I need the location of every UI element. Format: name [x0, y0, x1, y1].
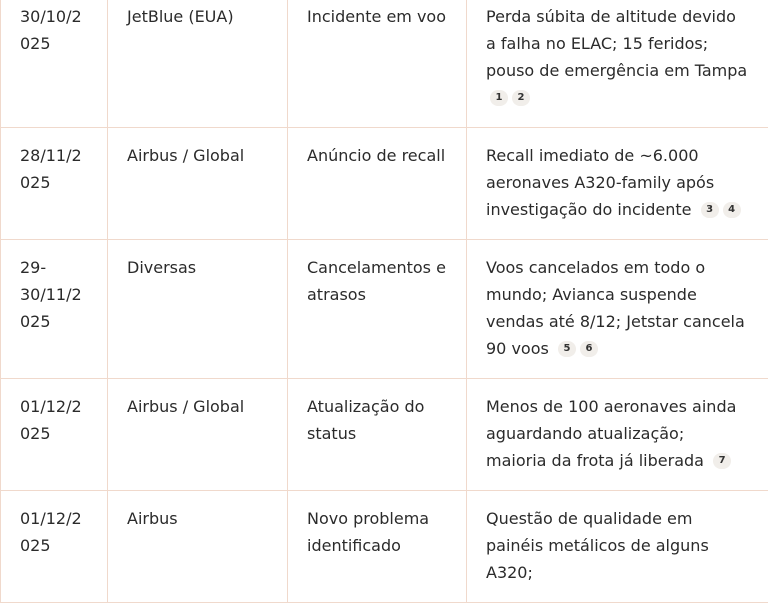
entity-cell: Diversas: [108, 240, 288, 379]
table-row: [1, 0, 768, 128]
table-row: [1, 491, 768, 603]
description-text: Perda súbita de altitude devido a falha no ELAC; 15 feridos; pouso de emergência em Tampa: [486, 7, 747, 80]
citation-badge[interactable]: 1: [490, 90, 508, 106]
entity-cell: JetBlue (EUA): [108, 0, 288, 128]
table-row: [1, 379, 768, 491]
event-cell: Anúncio de recall: [288, 128, 467, 240]
date-cell: 01/12/2025: [1, 491, 108, 603]
description-cell: [467, 240, 768, 379]
description-text: Menos de 100 aeronaves ainda aguardando atualização; maioria da frota já liberada: [486, 397, 736, 470]
event-cell: Novo problema identificado: [288, 491, 467, 603]
citation-badge[interactable]: 4: [723, 202, 741, 218]
entity-cell: Airbus / Global: [108, 128, 288, 240]
description-cell: [467, 128, 768, 240]
table-row: [1, 128, 768, 240]
event-cell: Incidente em voo: [288, 0, 467, 128]
description-text: Voos cancelados em todo o mundo; Avianca suspende vendas até 8/12; Jetstar cancela 90 voos: [486, 258, 745, 358]
citation-badge[interactable]: 3: [701, 202, 719, 218]
description-cell: [467, 491, 768, 603]
citation-badge[interactable]: 6: [580, 341, 598, 357]
description-cell: [467, 0, 768, 128]
description-text: Recall imediato de ~6.000 aeronaves A320-family após investigação do incidente: [486, 146, 714, 219]
table-row: [1, 240, 768, 379]
date-cell: 30/10/2025: [1, 0, 108, 128]
date-cell: 01/12/2025: [1, 379, 108, 491]
event-cell: Atualização do status: [288, 379, 467, 491]
description-cell: [467, 379, 768, 491]
event-cell: Cancelamentos e atrasos: [288, 240, 467, 379]
entity-cell: Airbus: [108, 491, 288, 603]
entity-cell: Airbus / Global: [108, 379, 288, 491]
date-cell: 28/11/2025: [1, 128, 108, 240]
citation-badge[interactable]: 2: [512, 90, 530, 106]
citation-badge[interactable]: 5: [558, 341, 576, 357]
description-text: Questão de qualidade em painéis metálicos de alguns A320;: [486, 509, 709, 582]
citation-badge[interactable]: 7: [713, 453, 731, 469]
date-cell: 29-30/11/2025: [1, 240, 108, 379]
